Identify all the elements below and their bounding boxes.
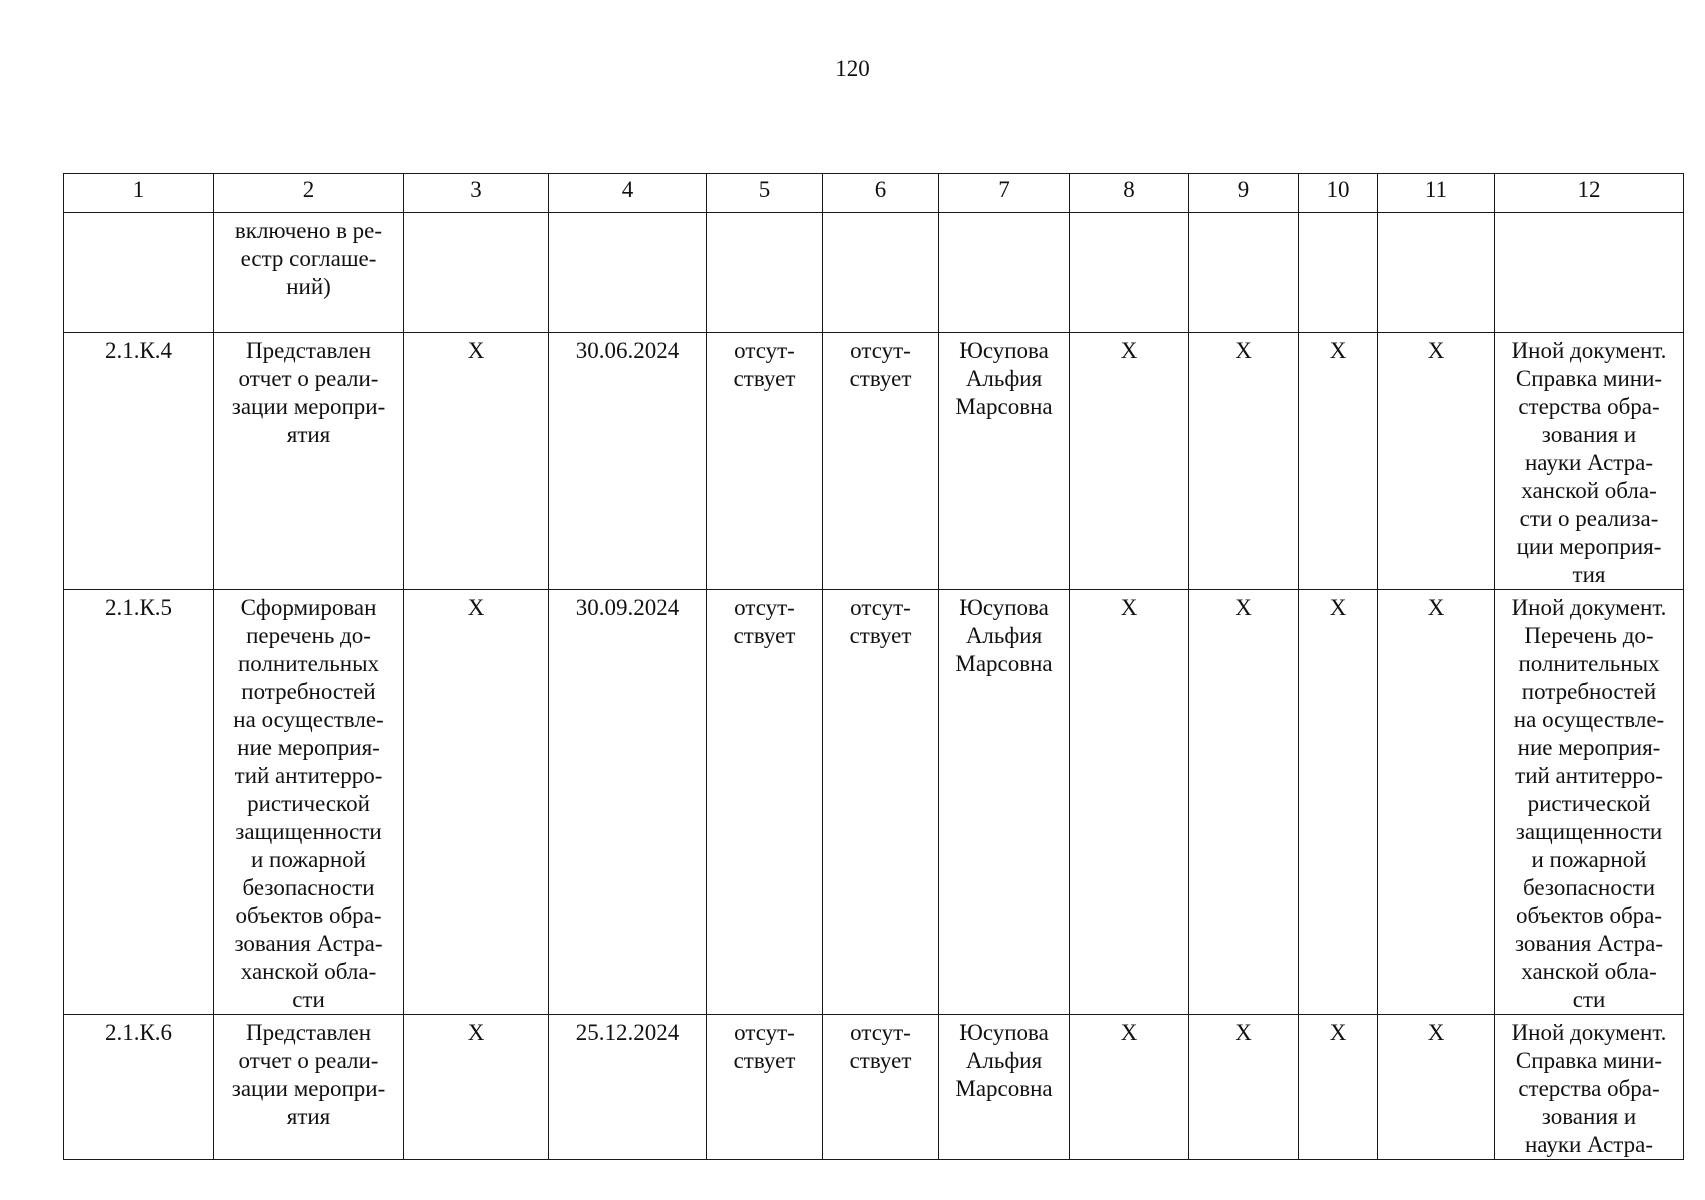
column-header: 6 — [823, 174, 939, 213]
table-row — [64, 333, 1684, 590]
row-document: Иной документ. Справка мини- стерства обра- зования и науки Астра- ханской обла- сти о реализа- ции мероприя- тия — [1511, 338, 1667, 587]
row-responsible: Юсупова Альфия Марсовна — [955, 338, 1053, 419]
column-header: 2 — [214, 174, 404, 213]
x-mark: Х — [1189, 590, 1299, 1015]
row-col6: отсут- ствует — [849, 595, 912, 648]
row-code: 2.1.К.6 — [64, 1015, 214, 1160]
column-header: 10 — [1299, 174, 1378, 213]
measures-table-container — [63, 173, 1684, 1160]
x-mark: Х — [1189, 1015, 1299, 1160]
page-number: 120 — [835, 56, 870, 81]
x-mark: Х — [1299, 1015, 1378, 1160]
row-description: Сформирован перечень до- полнительных потребностей на осуществле- ние мероприя- тий антитерро- ристической защищенности и пожарной безопасности объектов обра- зования Астра- ханской обла- сти — [233, 595, 384, 1012]
row-code: 2.1.К.5 — [64, 590, 214, 1015]
column-header: 3 — [404, 174, 549, 213]
column-header: 1 — [64, 174, 214, 213]
row-responsible: Юсупова Альфия Марсовна — [955, 595, 1053, 676]
x-mark: Х — [1299, 590, 1378, 1015]
row-responsible: Юсупова Альфия Марсовна — [955, 1020, 1053, 1101]
x-mark: Х — [1378, 1015, 1495, 1160]
row-col5: отсут- ствует — [733, 1020, 796, 1073]
row-date: 25.12.2024 — [549, 1015, 707, 1160]
table-row — [64, 590, 1684, 1015]
row-date: 30.06.2024 — [549, 333, 707, 590]
row-description: Представлен отчет о реали- зации меропри- ятия — [231, 1020, 386, 1129]
column-header: 4 — [549, 174, 707, 213]
column-header: 5 — [707, 174, 823, 213]
row-document: Иной документ. Справка мини- стерства обра- зования и науки Астра- — [1511, 1020, 1667, 1157]
table-row — [64, 1015, 1684, 1160]
row-col5: отсут- ствует — [733, 338, 796, 391]
x-mark: Х — [1070, 333, 1189, 590]
column-header: 12 — [1495, 174, 1684, 213]
column-header: 8 — [1070, 174, 1189, 213]
row-col5: отсут- ствует — [733, 595, 796, 648]
row-code: 2.1.К.4 — [64, 333, 214, 590]
x-mark: Х — [1070, 1015, 1189, 1160]
row-description: Представлен отчет о реали- зации меропри- ятия — [231, 338, 386, 447]
measures-table — [63, 173, 1684, 1160]
row-document: Иной документ. Перечень до- полнительных потребностей на осуществле- ние мероприя- тий антитерро- ристической защищенности и пожарной безопасности объектов обра- зования Астра- ханской обла- сти — [1511, 595, 1667, 1012]
continuation-row — [64, 213, 1684, 333]
column-header: 9 — [1189, 174, 1299, 213]
x-mark: Х — [1378, 333, 1495, 590]
x-mark: Х — [404, 590, 549, 1015]
column-header: 11 — [1378, 174, 1495, 213]
row-date: 30.09.2024 — [549, 590, 707, 1015]
x-mark: Х — [1189, 333, 1299, 590]
row-col6: отсут- ствует — [849, 1020, 912, 1073]
x-mark: Х — [404, 1015, 549, 1160]
continuation-description: включено в ре- естр соглаше- ний) — [234, 218, 383, 299]
x-mark: Х — [1378, 590, 1495, 1015]
row-col6: отсут- ствует — [849, 338, 912, 391]
x-mark: Х — [1299, 333, 1378, 590]
x-mark: Х — [404, 333, 549, 590]
column-header: 7 — [939, 174, 1070, 213]
x-mark: Х — [1070, 590, 1189, 1015]
column-number-row — [64, 174, 1684, 213]
